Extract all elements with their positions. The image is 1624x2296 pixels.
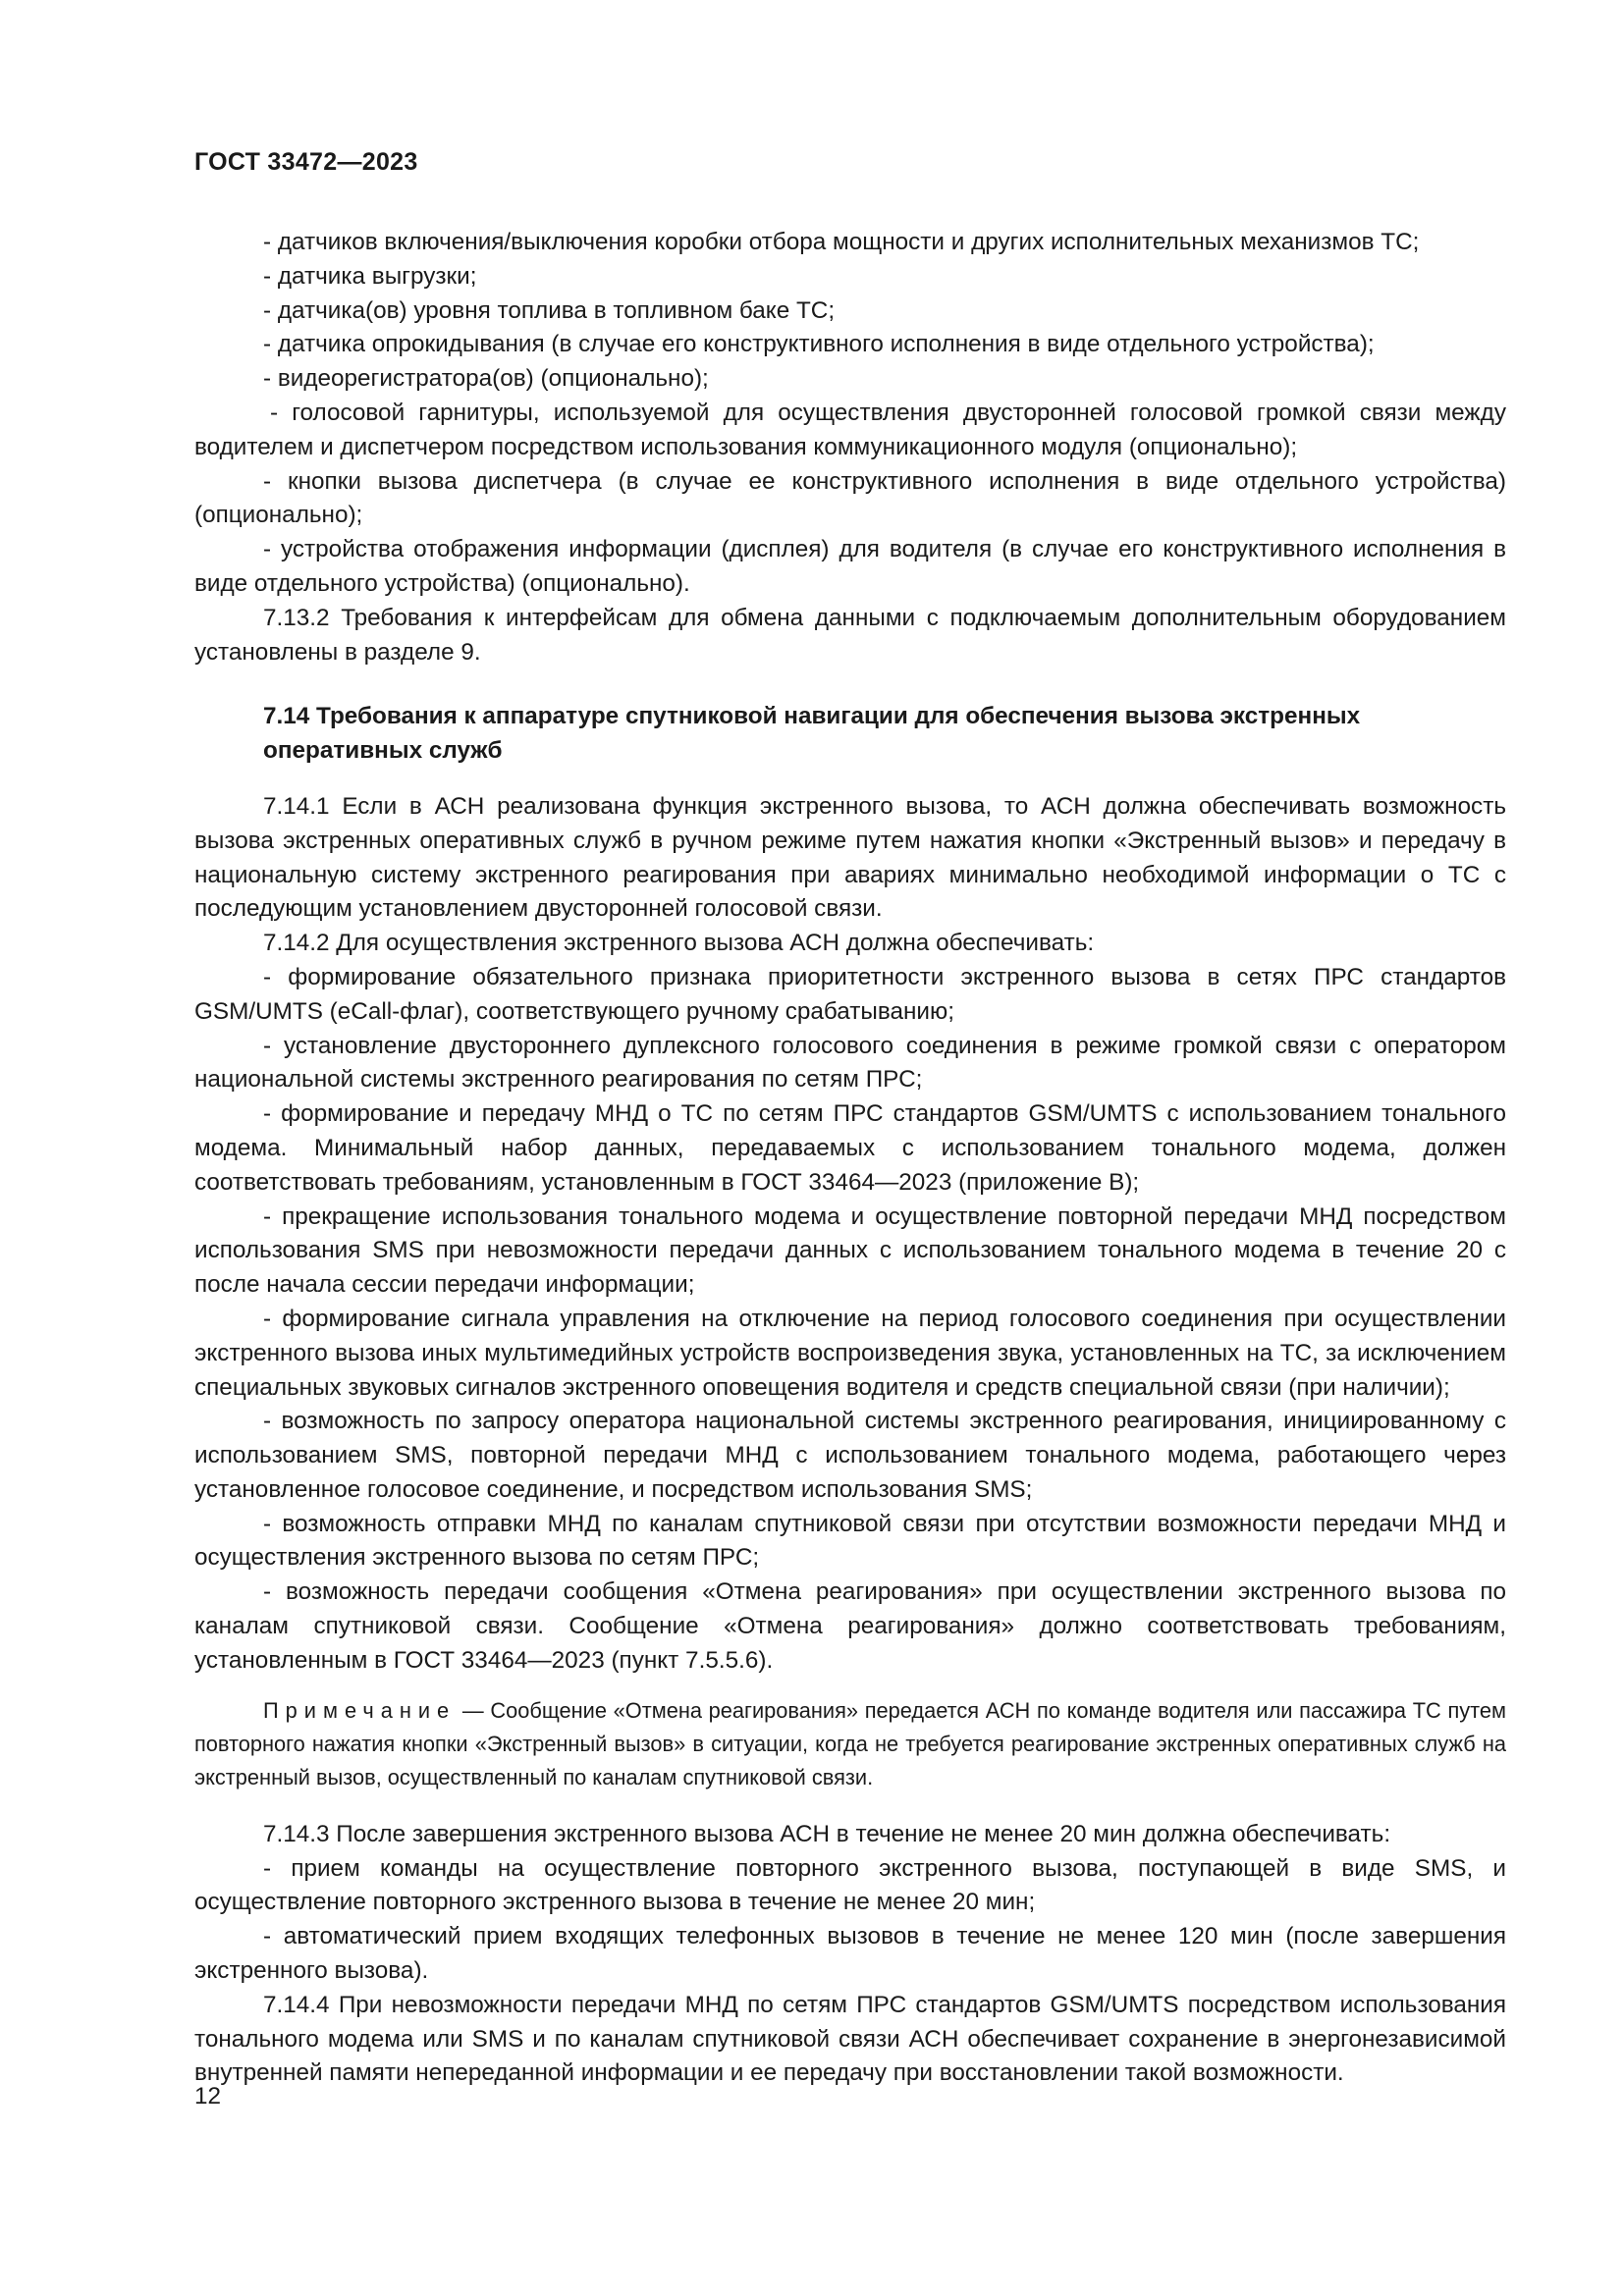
list-item: - возможность по запросу оператора национальной системы экстренного реагирования, инициированному с использованием SMS, повторной передачи МНД с использованием тонального модема, работающего через установленное голосовое соединение, и посредством использования SMS; (194, 1408, 1506, 1503)
list-item: - устройства отображения информации (дисплея) для водителя (в случае его конструктивного исполнения в виде отдельного устройства) (опционально). (194, 536, 1506, 597)
list-item: - автоматический прием входящих телефонных вызовов в течение не менее 120 мин (после завершения экстренного вызова). (194, 1923, 1506, 1985)
list-item: - прекращение использования тонального модема и осуществление повторной передачи МНД посредством использования SMS при невозможности передачи данных с использованием тонального модема в течение 20 с после начала сессии передачи информации; (194, 1202, 1506, 1299)
list-item: - голосовой гарнитуры, используемой для осуществления двусторонней голосовой громкой связи между водителем и диспетчером посредством использования коммуникационного модуля (опционально); (194, 399, 1506, 460)
list-item: - возможность отправки МНД по каналам спутниковой связи при отсутствии возможности передачи МНД и осуществления экстренного вызова по сетям ПРС; (194, 1510, 1506, 1572)
page-number: 12 (194, 2083, 222, 2109)
clause-paragraph: 7.14.1 Если в АСН реализована функция экстренного вызова, то АСН должна обеспечивать возможность вызова экстренных оперативных служб в ручном режиме путем нажатия кнопки «Экстренный вызов» и передачу в национальную систему экстренного реагирования при авариях минимально необходимой информации о ТС с последующим установлением двусторонней голосовой связи. (194, 792, 1506, 923)
clause-paragraph: 7.14.4 При невозможности передачи МНД по сетям ПРС стандартов GSM/UMTS посредством использования тонального модема или SMS и по каналам спутниковой связи АСН обеспечивает сохранение в энергонезависимой внутренней памяти непереданной информации и ее передачу при восстановлении такой возможности. (194, 1991, 1506, 2087)
document-code-header: ГОСТ 33472—2023 (194, 148, 418, 176)
document-body (194, 226, 1506, 2091)
list-item: - возможность передачи сообщения «Отмена реагирования» при осуществлении экстренного вызова по каналам спутниковой связи. Сообщение «Отмена реагирования» должно соответствовать требованиям, установленным в ГОСТ 33464—2023 (пункт 7.5.5.6). (194, 1578, 1506, 1674)
note-paragraph (194, 1694, 1506, 1795)
clause-paragraph: 7.14.2 Для осуществления экстренного вызова АСН должна обеспечивать: (263, 930, 1095, 957)
section-heading: 7.14 Требования к аппаратуре спутниковой навигации для обеспечения вызова экстренных оперативных служб (263, 703, 1361, 765)
note-label: Примечание (263, 1697, 457, 1723)
clause-paragraph: 7.13.2 Требования к интерфейсам для обмена данными с подключаемым дополнительным оборудованием установлены в разделе 9. (194, 604, 1506, 666)
list-item: - формирование обязательного признака приоритетности экстренного вызова в сетях ПРС стандартов GSM/UMTS (eCall-флаг), соответствующего ручному срабатыванию; (194, 963, 1506, 1025)
list-item: - датчиков включения/выключения коробки отбора мощности и других исполнительных механизмов ТС; (263, 229, 1420, 255)
list-item: - прием команды на осуществление повторного экстренного вызова, поступающей в виде SMS, и осуществление повторного экстренного вызова в течение не менее 20 мин; (194, 1854, 1506, 1916)
list-item: - формирование сигнала управления на отключение на период голосового соединения при осуществлении экстренного вызова иных мультимедийных устройств воспроизведения звука, установленных на ТС, за исключением специальных звуковых сигналов экстренного оповещения водителя и средств специальной связи (при наличии); (194, 1305, 1506, 1401)
list-item: - установление двустороннего дуплексного голосового соединения в режиме громкой связи с оператором национальной системы экстренного реагирования по сетям ПРС; (194, 1032, 1506, 1094)
list-item: - формирование и передачу МНД о ТС по сетям ПРС стандартов GSM/UMTS с использованием тонального модема. Минимальный набор данных, передаваемых с использованием тонального модема, должен соответствовать требованиям, установленным в ГОСТ 33464—2023 (приложение В); (194, 1100, 1506, 1196)
list-item: - кнопки вызова диспетчера (в случае ее конструктивного исполнения в виде отдельного устройства) (опционально); (194, 467, 1506, 529)
clause-paragraph: 7.14.3 После завершения экстренного вызова АСН в течение не менее 20 мин должна обеспечивать: (263, 1820, 1391, 1847)
list-item: - датчика(ов) уровня топлива в топливном баке ТС; (263, 296, 836, 324)
note-text: — Сообщение «Отмена реагирования» передается АСН по команде водителя или пассажира ТС путем повторного нажатия кнопки «Экстренный вызов» в ситуации, когда не требуется реагирование экстренных оперативных служб на экстренный вызов, осуществленный по каналам спутниковой связи. (194, 1697, 1506, 1790)
list-item: - датчика выгрузки; (263, 262, 477, 290)
list-item: - видеорегистратора(ов) (опционально); (263, 365, 709, 393)
list-item: - датчика опрокидывания (в случае его конструктивного исполнения в виде отдельного устройства); (263, 331, 1375, 358)
